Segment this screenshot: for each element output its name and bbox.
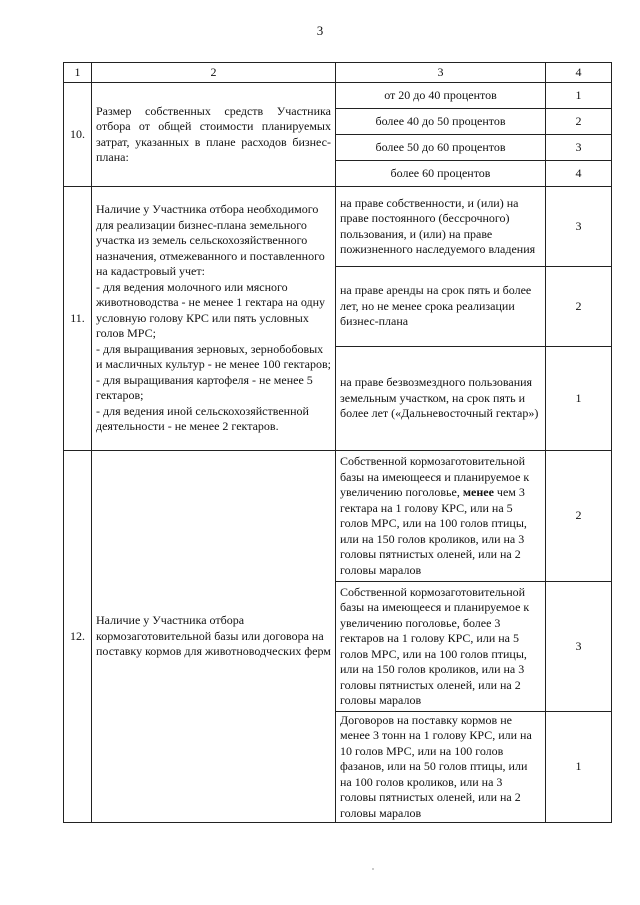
option-text: Собственной кормозаготовительной базы на имеющееся и планируемое к увеличению поголовье, более 3 гектаров на 1 голову КРС, или на 5 голов МРС, или на 100 голов птицы, или на 150 голов кроликов, или на 3 головы пятнистых оленей, или на 2 головы маралов [336,582,546,712]
row-number: 12. [64,451,92,823]
header-col-2: 2 [92,63,336,83]
option-points: 3 [546,582,612,712]
page-number: 3 [316,23,324,38]
option-points: 3 [546,135,612,161]
option-text: на праве аренды на срок пять и более лет, но не менее срока реализации бизнес-плана [336,267,546,347]
criterion-text: Размер собственных средств Участника отбора от общей стоимости планируемых затрат, указанных в плане расходов бизнес-плана: [92,83,336,187]
criterion-text: Наличие у Участника отбора необходимого для реализации бизнес-плана земельного участка из земель сельскохозяйственного назначения, отмежеванного и поставленного на кадастровый учет: - для ведения молочного или мясного животноводства - не менее 1 гектара на одну условную голову КРС или пять условных голов МРС; - для выращивания зерновых, зернобобовых и масличных культур - не менее 100 гектаров; - для выращивания картофеля - не менее 5 гектаров; - для ведения иной сельскохозяйственной деятельности - не менее 2 гектаров. [92,187,336,451]
option-text-bold: менее [462,485,494,499]
option-points: 1 [546,712,612,823]
option-text: Договоров на поставку кормов не менее 3 тонн на 1 голову КРС, или на 10 голов МРС, или на 100 голов фазанов, или на 50 голов птицы, или на 100 голов кроликов, или на 3 головы пятнистых оленей, или на 2 головы маралов [336,712,546,823]
option-text: более 60 процентов [336,161,546,187]
criteria-table [63,62,612,823]
scan-speck [372,868,374,870]
table-row [64,451,612,582]
option-points: 4 [546,161,612,187]
option-points: 1 [546,347,612,451]
table-row [64,187,612,267]
option-points: 3 [546,187,612,267]
option-points: 2 [546,451,612,582]
option-text: на праве безвозмездного пользования земельным участком, на срок пять и более лет («Дальневосточный гектар») [336,347,546,451]
row-number: 10. [64,83,92,187]
header-row [64,63,612,83]
option-text: более 40 до 50 процентов [336,109,546,135]
table-row [64,83,612,109]
row-number: 11. [64,187,92,451]
option-points: 1 [546,83,612,109]
option-text: от 20 до 40 процентов [336,83,546,109]
option-text: более 50 до 60 процентов [336,135,546,161]
header-col-1: 1 [64,63,92,83]
option-text: на праве собственности, и (или) на праве постоянного (бессрочного) пользования, и (или) на праве пожизненного наследуемого владения [336,187,546,267]
option-points: 2 [546,267,612,347]
option-text [336,451,546,582]
header-col-4: 4 [546,63,612,83]
criterion-text: Наличие у Участника отбора кормозаготовительной базы или договора на поставку кормов для животноводческих ферм [92,451,336,823]
option-text-part: чем 3 гектара на 1 голову КРС, или на 5 голов МРС, или на 100 голов птицы, или на 150 голов кроликов, или на 3 головы пятнистых оленей, или на 2 головы маралов [340,485,527,577]
option-points: 2 [546,109,612,135]
header-col-3: 3 [336,63,546,83]
option-text-part: Собственной кормозаготовительной базы на имеющееся и планируемое к увеличению поголовье, [340,454,530,499]
